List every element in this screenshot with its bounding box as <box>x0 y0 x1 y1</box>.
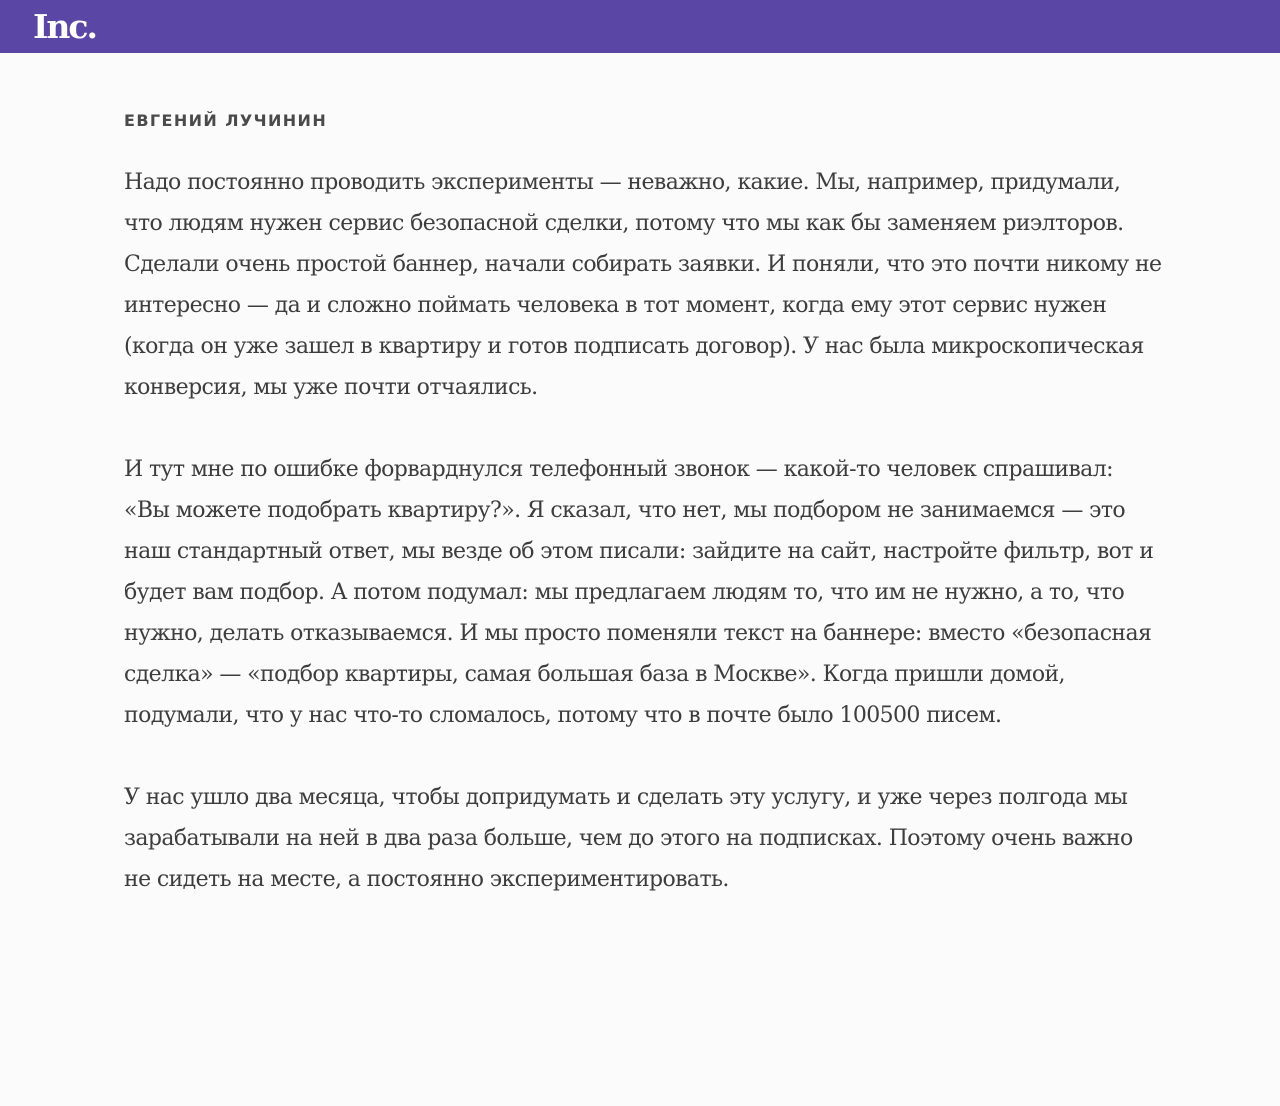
article-paragraph: У нас ушло два месяца, чтобы допридумать и сделать эту услугу, и уже через полгода мы зарабатывали на ней в два раза больше, чем до этого на подписках. Поэтому очень важно не сидеть на месте, а постоянно экспериментировать. <box>124 785 1133 892</box>
author-name: ЕВГЕНИЙ ЛУЧИНИН <box>124 111 328 130</box>
top-navigation-bar <box>0 0 1280 53</box>
article-paragraph: И тут мне по ошибке форварднулся телефонный звонок — какой-то человек спрашивал: «Вы можете подобрать квартиру?». Я сказал, что нет, мы подбором не занимаемся — это наш стандартный ответ, мы везде об этом писали: зайдите на сайт, настройте фильтр, вот и будет вам подбор. А потом подумал: мы предлагаем людям то, что им не нужно, а то, что нужно, делать отказываемся. И мы просто поменяли текст на баннере: вместо «безопасная сделка» — «подбор квартиры, самая большая база в Москве». Когда пришли домой, подумали, что у нас что-то сломалось, потому что в почте было 100500 писем. <box>124 457 1154 728</box>
article-paragraph: Надо постоянно проводить эксперименты — неважно, какие. Мы, например, придумали, что людям нужен сервис безопасной сделки, потому что мы как бы заменяем риэлторов. Сделали очень простой баннер, начали собирать заявки. И поняли, что это почти никому не интересно — да и сложно поймать человека в тот момент, когда ему этот сервис нужен (когда он уже зашел в квартиру и готов подписать договор). У нас была микроскопическая конверсия, мы уже почти отчаялись. <box>124 170 1162 400</box>
article-body <box>124 100 1164 900</box>
inc-logo[interactable]: Inc. <box>33 7 97 46</box>
